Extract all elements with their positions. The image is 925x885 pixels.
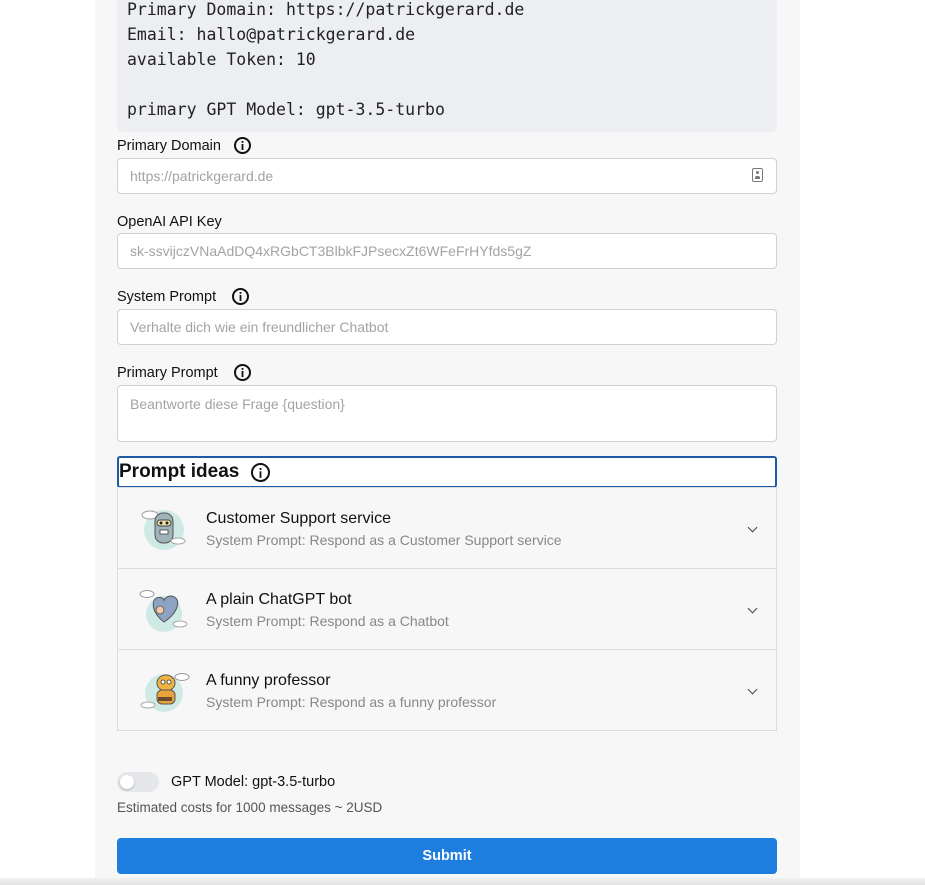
toggle-knob <box>120 775 134 789</box>
info-icon[interactable] <box>232 288 249 305</box>
system-prompt-label: System Prompt <box>117 289 217 305</box>
prompt-idea-subtitle: System Prompt: Respond as a Chatbot <box>206 613 449 629</box>
heart-avatar <box>138 584 190 634</box>
prompt-ideas-list <box>117 487 777 731</box>
info-icon[interactable] <box>234 137 251 154</box>
professor-avatar <box>138 665 190 715</box>
chevron-down-icon[interactable] <box>748 604 758 614</box>
prompt-idea-customer-support[interactable] <box>118 488 776 569</box>
summary-token: available Token: 10 <box>127 50 316 69</box>
summary-primary-domain: Primary Domain: https://patrickgerard.de <box>127 0 525 19</box>
prompt-idea-subtitle: System Prompt: Respond as a Customer Support service <box>206 532 562 548</box>
api-key-input[interactable] <box>117 233 777 269</box>
info-icon[interactable] <box>234 364 251 381</box>
primary-prompt-textarea[interactable] <box>117 385 777 442</box>
prompt-idea-subtitle: System Prompt: Respond as a funny professor <box>206 694 497 710</box>
chevron-down-icon[interactable] <box>748 523 758 533</box>
primary-domain-label: Primary Domain <box>117 138 221 154</box>
info-icon[interactable] <box>251 463 270 482</box>
summary-email: Email: hallo@patrickgerard.de <box>127 25 416 44</box>
robot-avatar <box>138 503 190 553</box>
prompt-ideas-header[interactable] <box>117 456 777 488</box>
api-key-label: OpenAI API Key <box>117 214 222 230</box>
summary-model: primary GPT Model: gpt-3.5-turbo <box>127 100 445 119</box>
gpt-model-toggle[interactable] <box>117 772 159 792</box>
primary-domain-input[interactable] <box>117 158 777 194</box>
prompt-idea-chatgpt-bot[interactable] <box>118 569 776 650</box>
prompt-idea-funny-professor[interactable] <box>118 650 776 731</box>
chevron-down-icon[interactable] <box>748 685 758 695</box>
prompt-ideas-title: Prompt ideas <box>119 461 240 482</box>
primary-prompt-label: Primary Prompt <box>117 365 218 381</box>
prompt-idea-title: A plain ChatGPT bot <box>206 591 352 608</box>
submit-button[interactable]: Submit <box>117 838 777 874</box>
window-bottom-edge <box>0 878 925 885</box>
prompt-idea-title: A funny professor <box>206 672 331 689</box>
form-panel <box>95 0 800 885</box>
estimated-costs-text: Estimated costs for 1000 messages ~ 2USD <box>117 800 383 815</box>
prompt-idea-title: Customer Support service <box>206 510 391 527</box>
system-prompt-input[interactable] <box>117 309 777 345</box>
gpt-model-toggle-label: GPT Model: gpt-3.5-turbo <box>171 774 336 790</box>
